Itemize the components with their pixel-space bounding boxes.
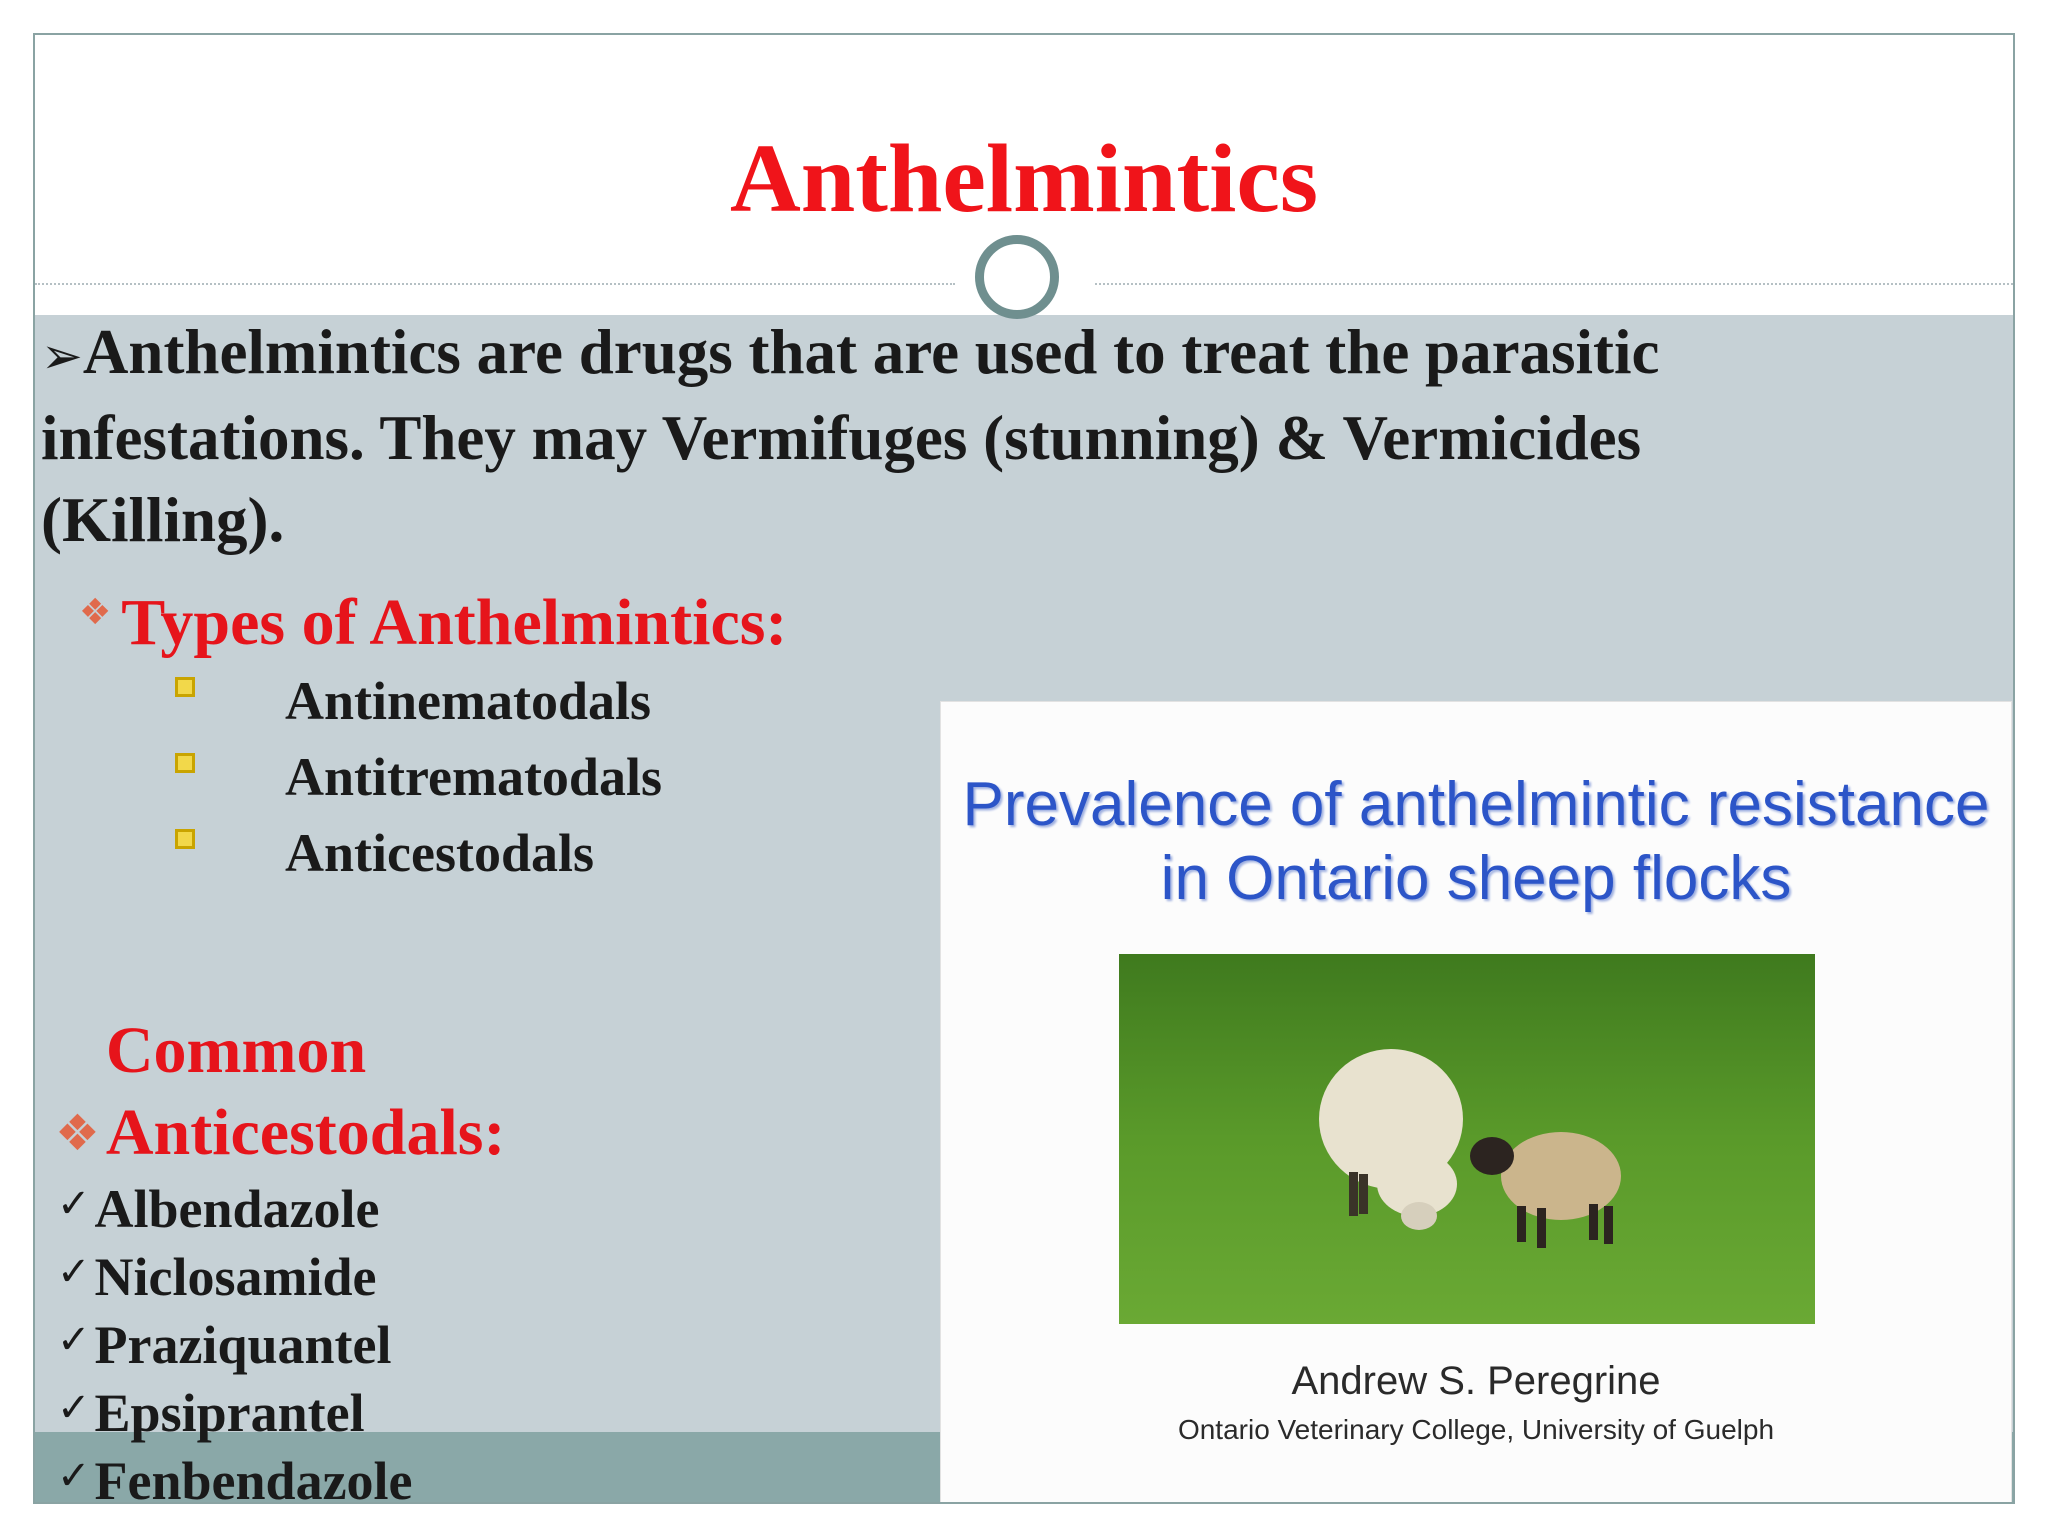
card-affiliation: Ontario Veterinary College, University of Guelph <box>1177 1414 1775 1445</box>
list-item <box>175 663 662 739</box>
intro-bullet <box>41 311 1861 561</box>
check-icon: ✓ <box>57 1181 91 1227</box>
types-heading-text: Types of Anthelmintics: <box>121 586 788 659</box>
card-title: Prevalence of anthelmintic resistance in Ontario sheep flocks <box>962 770 1990 913</box>
diamond-bullet-icon: ❖ <box>79 592 112 633</box>
list-item <box>57 1170 413 1238</box>
slide-frame <box>33 33 2015 1504</box>
title-divider-left <box>35 283 955 285</box>
sheep-photo <box>1119 954 1815 1324</box>
arrow-bullet-icon: ➢ <box>41 327 83 385</box>
circle-ornament-icon <box>975 235 1059 319</box>
check-icon: ✓ <box>57 1317 91 1363</box>
list-item <box>57 1442 413 1504</box>
square-bullet-icon <box>175 829 195 849</box>
drug-label: Fenbendazole <box>94 1451 413 1504</box>
types-heading <box>79 573 787 663</box>
intro-text: Anthelmintics are drugs that are used to treat the parasitic infestations. They may Vermifuges (stunning) & Vermicides (Killing). <box>41 317 1660 555</box>
types-list <box>175 663 662 891</box>
list-item <box>57 1238 413 1306</box>
list-item <box>175 739 662 815</box>
embedded-title-card <box>940 701 2012 1504</box>
diamond-bullet-icon: ❖ <box>55 1104 100 1162</box>
slide-title: Anthelmintics <box>730 125 1318 233</box>
drug-label: Praziquantel <box>94 1315 392 1375</box>
square-bullet-icon <box>175 677 195 697</box>
common-heading-text: Common Anticestodals: <box>105 1014 506 1169</box>
card-author: Andrew S. Peregrine <box>1291 1359 1661 1403</box>
type-label: Anticestodals <box>285 823 594 883</box>
check-icon: ✓ <box>57 1385 91 1431</box>
drug-label: Niclosamide <box>94 1247 377 1307</box>
check-icon: ✓ <box>57 1249 91 1295</box>
list-item <box>57 1374 413 1442</box>
common-list <box>57 1170 413 1504</box>
check-icon: ✓ <box>57 1453 91 1499</box>
title-divider-right <box>1095 283 2013 285</box>
type-label: Antinematodals <box>285 671 652 731</box>
list-item <box>57 1306 413 1374</box>
type-label: Antitrematodals <box>285 747 662 807</box>
list-item <box>175 815 662 891</box>
square-bullet-icon <box>175 753 195 773</box>
drug-label: Epsiprantel <box>94 1383 365 1443</box>
drug-label: Albendazole <box>94 1179 380 1239</box>
common-heading <box>55 1010 546 1174</box>
